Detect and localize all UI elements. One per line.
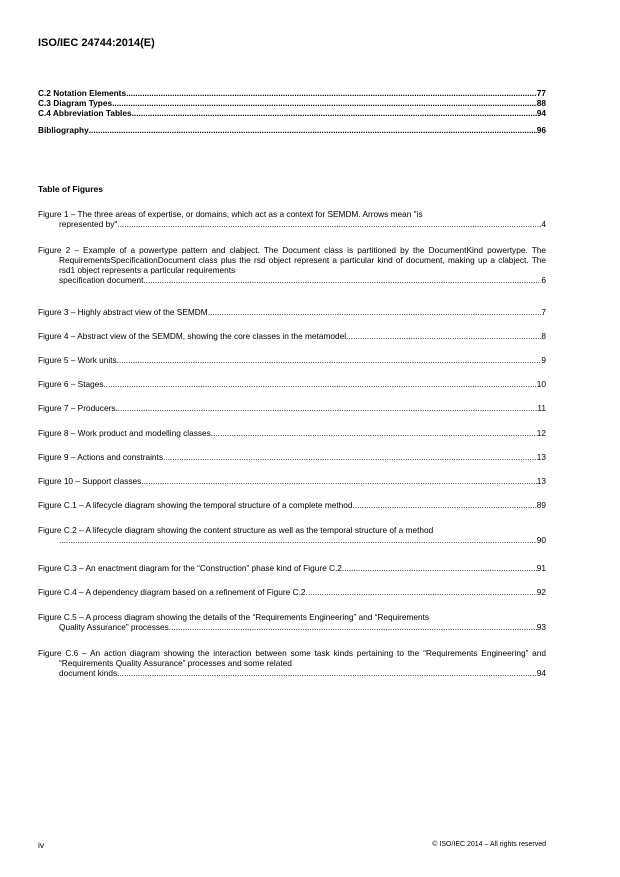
figure-entry[interactable] [38,500,546,510]
dot-leader [169,622,537,632]
dot-leader [163,452,537,462]
toc-entry-title: C.4 Abbreviation Tables [38,108,132,118]
figure-entry-page: 10 [536,379,546,389]
dot-leader [59,535,537,545]
figure-entry[interactable] [38,428,546,438]
figure-entry-page: 92 [536,587,546,597]
table-of-figures-heading: Table of Figures [38,184,104,194]
document-header: ISO/IEC 24744:2014(E) [38,37,155,49]
figure-entry-last-line [38,219,546,229]
figure-entry[interactable] [38,379,546,389]
figure-entry-page: 93 [536,622,546,632]
figure-entry-page: 13 [536,452,546,462]
figure-entry[interactable] [38,245,546,285]
figure-entry-text: Figure 2 – Example of a powertype pattern and clabject. The Document class is partitioned by the DocumentKind powertype. The RequirementsSpecificationDocument class plus the rsd object represent a particular kind of document, making up a clabject. The rsd1 object represents a particular requirements [38,245,546,275]
dot-leader [104,379,537,389]
figure-entry-tail: Figure 7 – Producers [38,403,116,413]
toc-entry-title: Bibliography [38,125,89,135]
dot-leader [342,563,537,573]
figure-entry-tail: specification document. [59,275,146,285]
figure-entry-page: 11 [537,403,546,413]
figure-entry-text: Figure 1 – The three areas of expertise, or domains, which act as a context for SEMDM. Arrows mean "is [38,209,423,219]
toc-entry-page: 77 [536,88,546,98]
toc-entry-page: 88 [536,98,546,108]
figure-entry-tail: Figure C.1 – A lifecycle diagram showing the temporal structure of a complete method [38,500,353,510]
toc-entry[interactable] [38,98,546,108]
page-number: iv [38,840,45,850]
figure-entry-page: 13 [536,476,546,486]
figure-entry[interactable] [38,307,546,317]
toc-list [38,88,546,135]
toc-entry[interactable] [38,108,546,118]
dot-leader [211,428,537,438]
figure-entry-tail: Figure 6 – Stages [38,379,104,389]
figure-entry-tail: Figure C.3 – An enactment diagram for the “Construction” phase kind of Figure C.2 [38,563,342,573]
dot-leader [208,307,542,317]
figure-entry[interactable] [38,476,546,486]
dot-leader [141,476,536,486]
figure-entry-page: 94 [536,668,546,678]
figure-entry-tail: Figure 5 – Work units [38,355,117,365]
dot-leader [132,108,537,118]
figure-entry-page: 9 [541,355,546,365]
figure-entry-page: 12 [536,428,546,438]
figure-entry-page: 7 [541,307,546,317]
dot-leader [112,98,537,108]
figure-entry[interactable] [38,403,546,413]
figure-entry-page: 91 [536,563,546,573]
figure-entry[interactable] [38,452,546,462]
figure-entry-page: 6 [541,275,546,285]
toc-entry[interactable] [38,125,546,135]
figure-entry-text: Figure C.6 – An action diagram showing the interaction between some task kinds pertaining to the “Requirements Engineering” and “Requirements Quality Assurance” processes and some related [38,648,546,668]
figure-entry-tail: Figure C.4 – A dependency diagram based on a refinement of Figure C.2 [38,587,306,597]
dot-leader [117,668,537,678]
figure-entry-tail: Figure 10 – Support classes [38,476,142,486]
figure-entry[interactable] [38,648,546,678]
toc-entry-page: 96 [536,125,546,135]
figure-entry-tail: Figure 4 – Abstract view of the SEMDM, showing the core classes in the metamodel [38,331,347,341]
dot-leader [117,355,542,365]
dot-leader [146,275,542,285]
figure-entry-tail: Quality Assurance” processes [59,622,169,632]
figure-entry-tail: Figure 8 – Work product and modelling classes [38,428,211,438]
figure-entry-tail: Figure 3 – Highly abstract view of the SEMDM [38,307,208,317]
figure-entry[interactable] [38,563,546,573]
dot-leader [353,500,537,510]
figure-entry-page: 8 [541,331,546,341]
figure-entry-last-line [38,275,546,285]
figure-entry-tail: Figure 9 – Actions and constraints [38,452,163,462]
toc-entry[interactable] [38,88,546,98]
figure-entry-tail: document kinds [59,668,118,678]
figure-entry-last-line [38,622,546,632]
toc-entry-page: 94 [536,108,546,118]
figure-entry[interactable] [38,355,546,365]
dot-leader [126,88,537,98]
figure-entry-page: 4 [541,219,546,229]
copyright-notice: © ISO/IEC 2014 – All rights reserved [432,841,546,848]
figure-entry-last-line [38,668,546,678]
toc-entry-title: C.2 Notation Elements [38,88,127,98]
figure-entry[interactable] [38,525,546,545]
toc-entry-title: C.3 Diagram Types [38,98,113,108]
figure-entry[interactable] [38,209,546,229]
figure-entry[interactable] [38,331,546,341]
figure-entry-text: Figure C.2 – A lifecycle diagram showing the content structure as well as the temporal structure of a method [38,525,434,535]
figure-entry-tail: represented by". [59,219,120,229]
dot-leader [306,587,537,597]
figure-entry-text: Figure C.5 – A process diagram showing the details of the “Requirements Engineering” and “Requirements [38,612,430,622]
dot-leader [120,219,542,229]
figure-entry[interactable] [38,587,546,597]
figure-entry-page: 90 [536,535,546,545]
dot-leader [346,331,541,341]
dot-leader [115,403,537,413]
figure-entry-page: 89 [536,500,546,510]
figure-entry[interactable] [38,612,546,632]
dot-leader [89,125,537,135]
figure-entry-last-line [38,535,546,545]
